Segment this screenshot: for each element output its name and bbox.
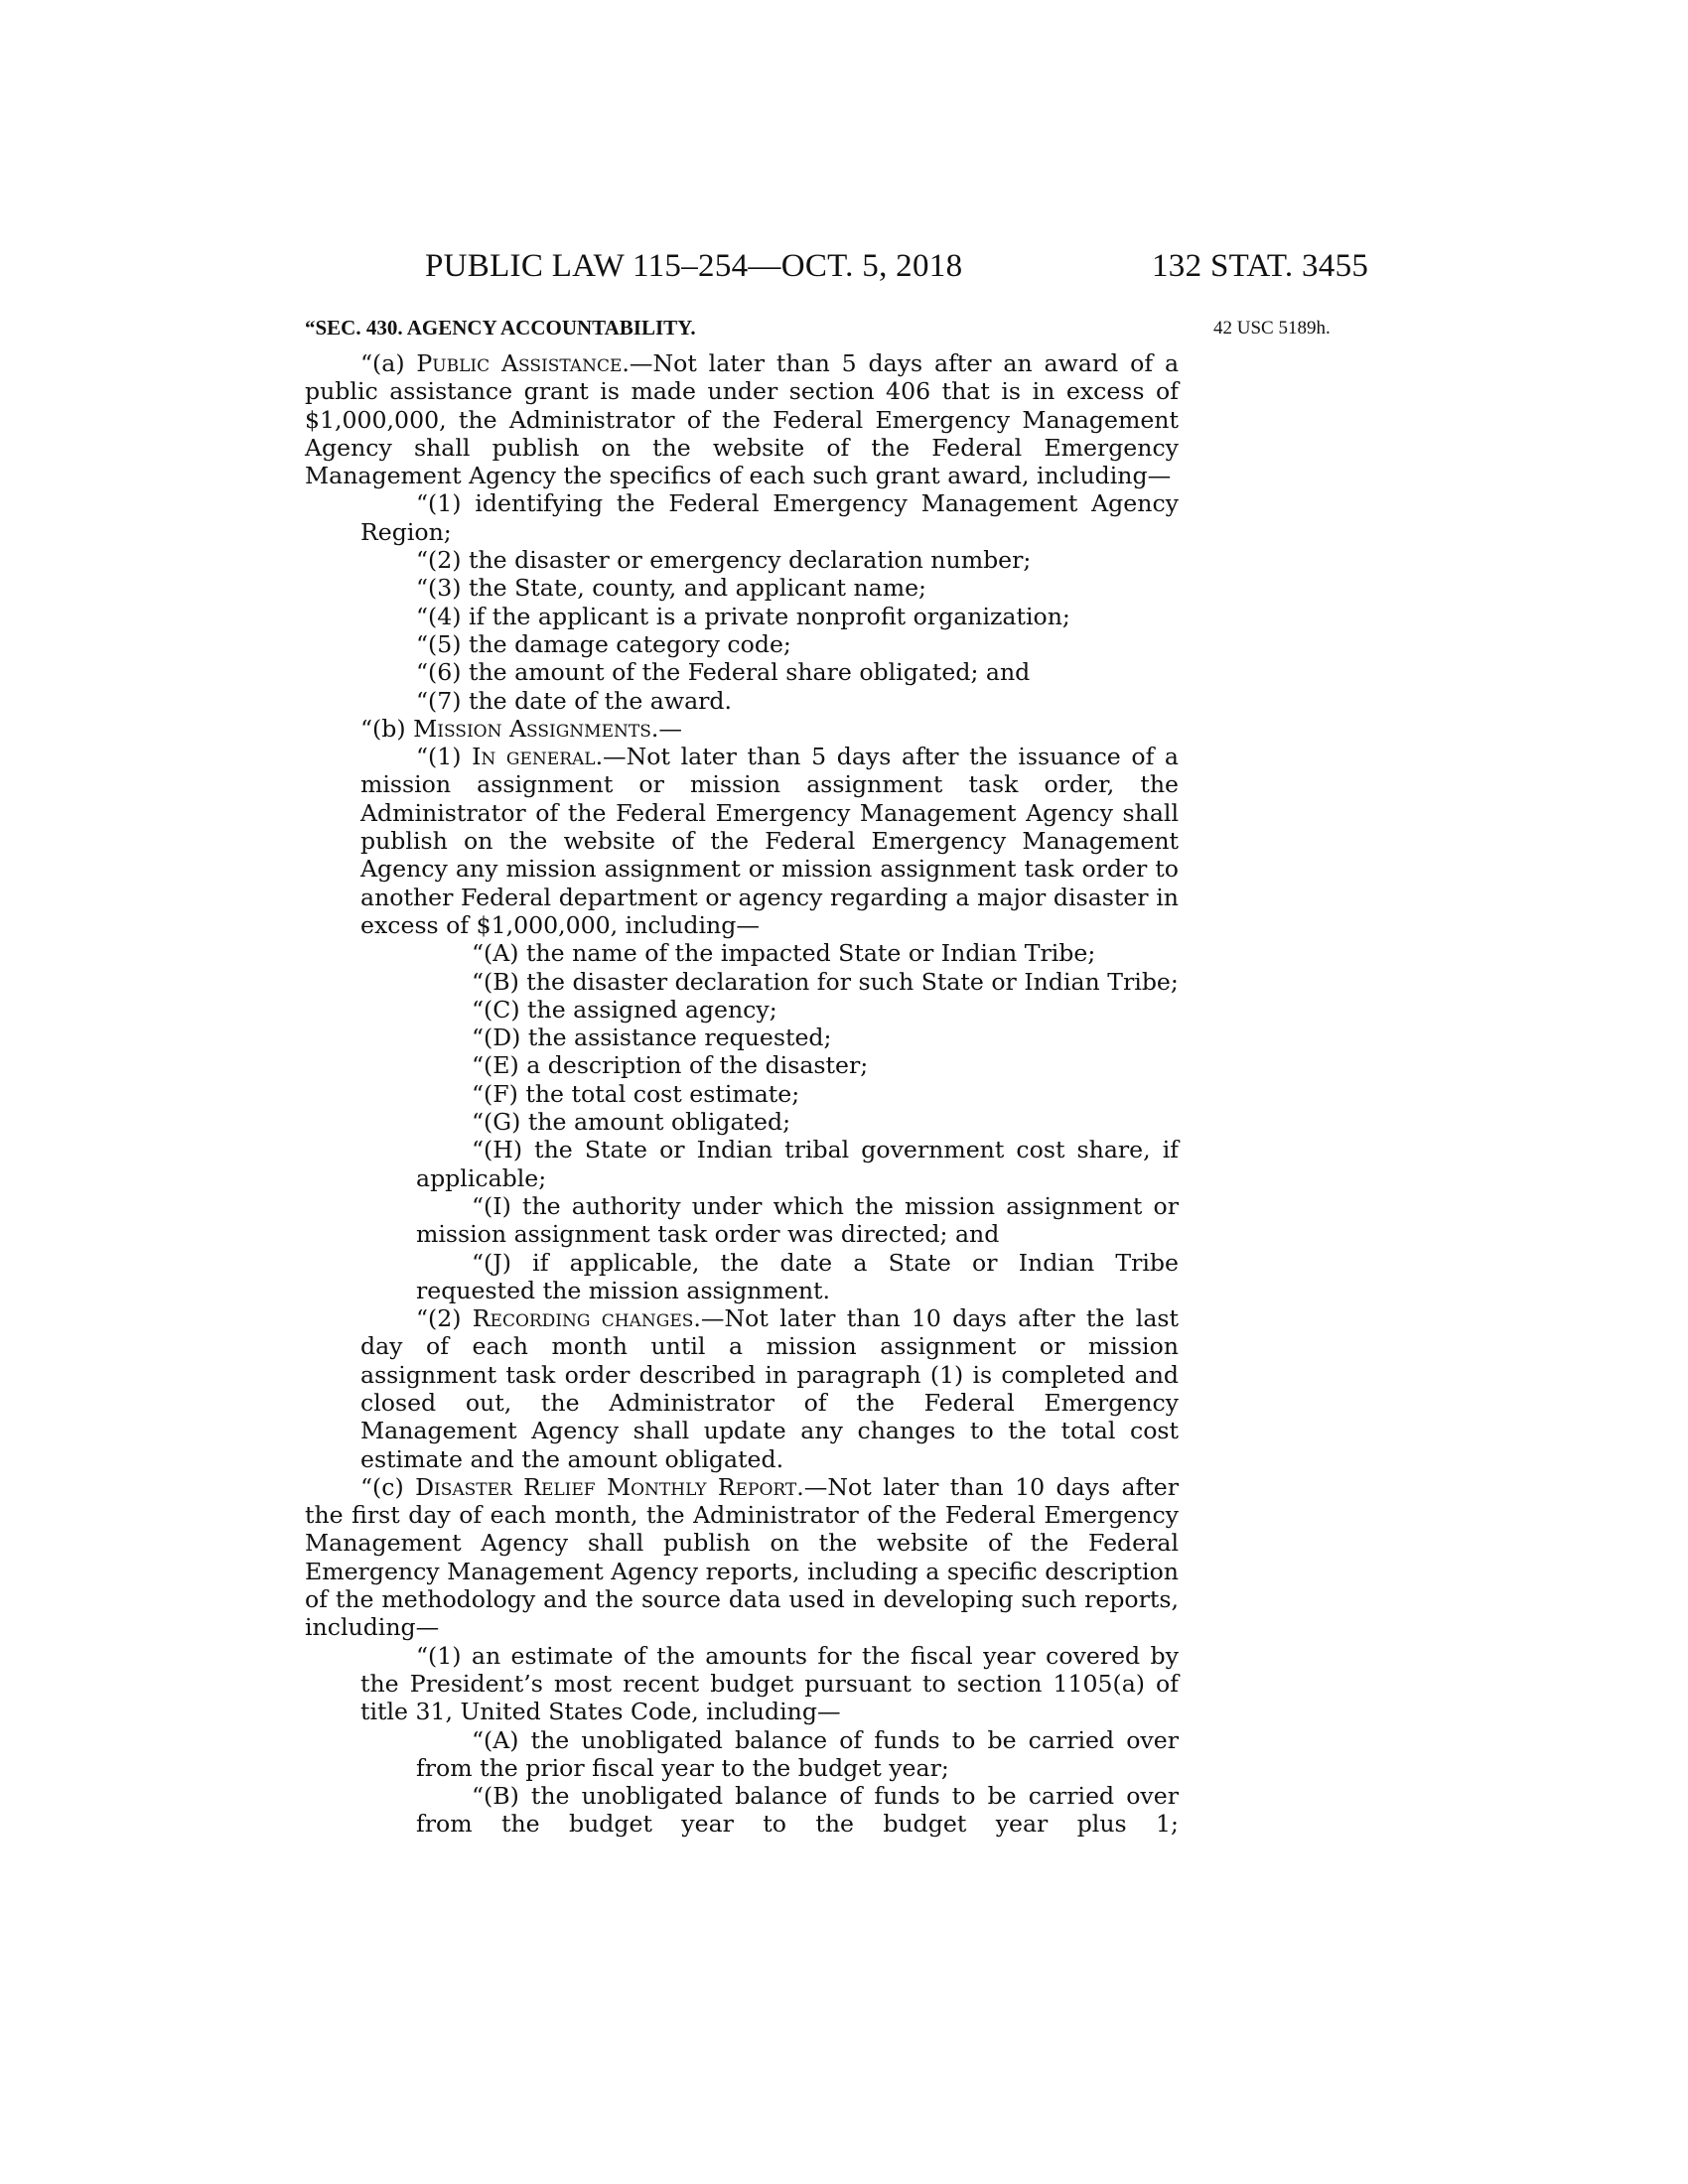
paragraph-b2-prefix: “(2) xyxy=(416,1304,473,1333)
list-item: “(1) identifying the Federal Emergency Management Agency Region; xyxy=(360,489,1179,546)
subsection-b-prefix: “(b) xyxy=(360,714,414,743)
running-header-page-number: 132 STAT. 3455 xyxy=(1152,248,1369,284)
subsection-a-text: .—Not later than 5 days after an award of a public assistance grant is made under section 406 that is in excess of $1,000,000, the Administrator of the Federal Emergency Management Agency shall publish on the website of the Federal Emergency Management Agency the specifics of each such grant award, including— xyxy=(305,349,1180,490)
paragraph-b1-heading: In general xyxy=(472,743,596,771)
paragraph-b2-heading: Recording changes xyxy=(472,1304,694,1333)
paragraph-b2-text: .—Not later than 10 days after the last day of each month until a mission assignment or mission assignment task order described in paragraph (1) is completed and closed out, the Administrator of the Federal Emergency Management Agency shall update any changes to the total cost estimate and the amount obligated. xyxy=(360,1304,1180,1473)
subsection-c-text: .—Not later than 10 days after the first day of each month, the Administrator of the Federal Emergency Management Agency shall publish on the website of the Federal Emergency Management Agency reports, including a specific description of the methodology and the source data used in developing such reports, including— xyxy=(305,1472,1179,1642)
paragraph-b1-prefix: “(1) xyxy=(416,743,473,771)
list-item: “(3) the State, county, and applicant name; xyxy=(416,574,926,603)
list-item: “(A) the name of the impacted State or Indian Tribe; xyxy=(472,939,1096,968)
subsection-c-prefix: “(c) xyxy=(360,1472,416,1501)
list-item: “(I) the authority under which the mission assignment or mission assignment task order was directed; and xyxy=(416,1191,1179,1249)
subsection-c xyxy=(305,1473,1179,1642)
list-item: “(2) the disaster or emergency declaration number; xyxy=(416,546,1032,575)
list-item: “(B) the disaster declaration for such State or Indian Tribe; xyxy=(472,967,1179,996)
list-item: “(B) the unobligated balance of funds to be carried over from the budget year to the budget year plus 1; xyxy=(416,1782,1179,1839)
list-item: “(J) if applicable, the date a State or Indian Tribe requested the mission assignment. xyxy=(416,1248,1179,1304)
paragraph-b1 xyxy=(360,743,1179,939)
subsection-a-prefix: “(a) xyxy=(360,349,417,377)
list-item: “(E) a description of the disaster; xyxy=(472,1051,869,1080)
running-header-law: PUBLIC LAW 115–254—OCT. 5, 2018 xyxy=(425,248,963,284)
section-title: “SEC. 430. AGENCY ACCOUNTABILITY. xyxy=(305,316,696,340)
list-item: “(D) the assistance requested; xyxy=(472,1024,832,1052)
paragraph-b1-text: .—Not later than 5 days after the issuance of a mission assignment or mission assignment task order, the Administrator of the Federal Emergency Management Agency shall publish on the website of the Federal Emergency Management Agency any mission assignment or mission assignment task order to another Federal department or agency regarding a major disaster in excess of $1,000,000, including— xyxy=(360,743,1179,939)
list-item: “(H) the State or Indian tribal government cost share, if applicable; xyxy=(416,1136,1179,1192)
list-item: “(4) if the applicant is a private nonprofit organization; xyxy=(416,602,1070,630)
margin-citation: 42 USC 5189h. xyxy=(1213,318,1331,339)
list-item: “(G) the amount obligated; xyxy=(472,1108,791,1137)
subsection-b xyxy=(305,715,1179,743)
list-item: “(C) the assigned agency; xyxy=(472,995,777,1024)
list-item: “(5) the damage category code; xyxy=(416,629,791,658)
list-item: “(7) the date of the award. xyxy=(416,686,733,715)
list-item: “(F) the total cost estimate; xyxy=(472,1079,800,1108)
subsection-a-heading: Public Assistance xyxy=(416,349,623,377)
subsection-c-heading: Disaster Relief Monthly Report xyxy=(415,1472,797,1501)
list-item: “(6) the amount of the Federal share obligated; and xyxy=(416,658,1031,687)
section-body xyxy=(305,349,1179,1839)
subsection-a xyxy=(305,349,1179,489)
paragraph-c1: “(1) an estimate of the amounts for the fiscal year covered by the President’s most recent budget pursuant to section 1105(a) of title 31, United States Code, including— xyxy=(360,1641,1179,1726)
list-item: “(A) the unobligated balance of funds to be carried over from the prior fiscal year to the budget year; xyxy=(416,1725,1179,1782)
subsection-b-heading: Mission Assignments xyxy=(413,714,651,743)
subsection-b-suffix: .— xyxy=(650,714,682,743)
paragraph-b2 xyxy=(360,1304,1179,1473)
